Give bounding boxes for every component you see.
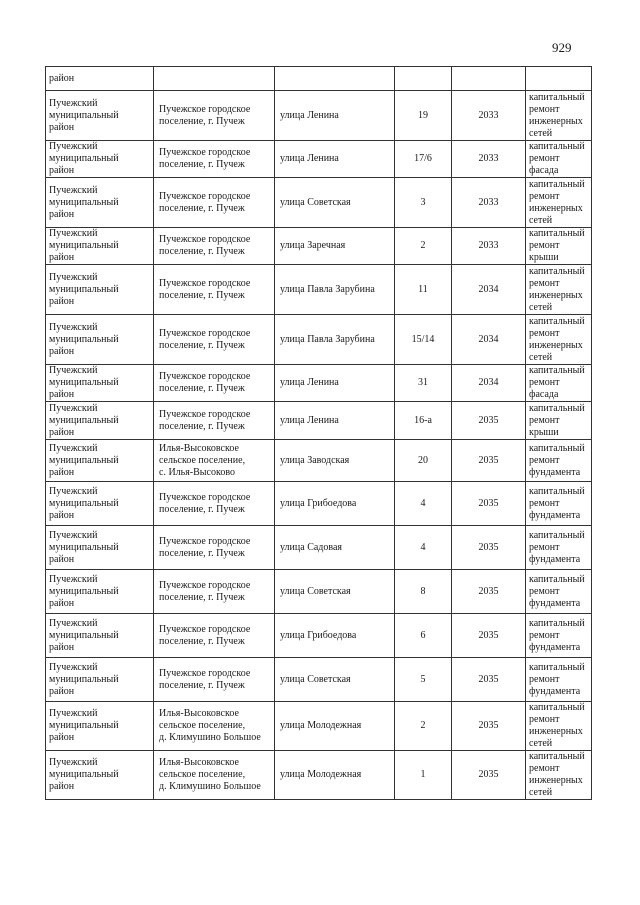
repair-schedule-table xyxy=(45,66,592,800)
street-cell: улица Павла Зарубина xyxy=(275,315,395,365)
district-cell: Пучежский муниципальный район xyxy=(46,265,154,315)
year-cell: 2033 xyxy=(452,178,526,228)
street-cell: улица Ленина xyxy=(275,91,395,141)
settlement-cell: Пучежское городское поселение, г. Пучеж xyxy=(154,91,275,141)
street-cell: улица Грибоедова xyxy=(275,614,395,658)
house-number-cell: 17/6 xyxy=(395,141,452,178)
table-row xyxy=(46,526,592,570)
house-number-cell: 19 xyxy=(395,91,452,141)
district-cell: Пучежский муниципальный район xyxy=(46,482,154,526)
settlement-cell: Илья-Высоковское сельское поселение, д. Климушино Большое xyxy=(154,751,275,800)
work-type-cell: капитальный ремонт инженерных сетей xyxy=(526,315,592,365)
settlement-cell: Илья-Высоковское сельское поселение, с. Илья-Высоково xyxy=(154,440,275,482)
table-row xyxy=(46,482,592,526)
work-type-cell: капитальный ремонт фундамента xyxy=(526,440,592,482)
district-cell: Пучежский муниципальный район xyxy=(46,658,154,702)
table-row xyxy=(46,614,592,658)
table-row xyxy=(46,702,592,751)
settlement-cell xyxy=(154,67,275,91)
district-cell: Пучежский муниципальный район xyxy=(46,570,154,614)
district-cell: Пучежский муниципальный район xyxy=(46,365,154,402)
table-row xyxy=(46,440,592,482)
settlement-cell: Илья-Высоковское сельское поселение, д. Климушино Большое xyxy=(154,702,275,751)
year-cell: 2035 xyxy=(452,702,526,751)
district-cell: Пучежский муниципальный район xyxy=(46,751,154,800)
house-number-cell: 2 xyxy=(395,702,452,751)
street-cell: улица Ленина xyxy=(275,365,395,402)
settlement-cell: Пучежское городское поселение, г. Пучеж xyxy=(154,315,275,365)
year-cell: 2035 xyxy=(452,658,526,702)
work-type-cell: капитальный ремонт фундамента xyxy=(526,614,592,658)
street-cell: улица Молодежная xyxy=(275,702,395,751)
street-cell: улица Заводская xyxy=(275,440,395,482)
table-row xyxy=(46,67,592,91)
house-number-cell: 15/14 xyxy=(395,315,452,365)
work-type-cell: капитальный ремонт крыши xyxy=(526,402,592,440)
district-cell: Пучежский муниципальный район xyxy=(46,614,154,658)
table-row xyxy=(46,751,592,800)
settlement-cell: Пучежское городское поселение, г. Пучеж xyxy=(154,526,275,570)
house-number-cell: 2 xyxy=(395,228,452,265)
year-cell: 2035 xyxy=(452,440,526,482)
work-type-cell: капитальный ремонт крыши xyxy=(526,228,592,265)
house-number-cell: 4 xyxy=(395,526,452,570)
house-number-cell: 3 xyxy=(395,178,452,228)
table-row xyxy=(46,315,592,365)
year-cell: 2034 xyxy=(452,365,526,402)
street-cell: улица Советская xyxy=(275,658,395,702)
year-cell: 2033 xyxy=(452,141,526,178)
table-row xyxy=(46,365,592,402)
year-cell: 2033 xyxy=(452,91,526,141)
district-cell: Пучежский муниципальный район xyxy=(46,91,154,141)
settlement-cell: Пучежское городское поселение, г. Пучеж xyxy=(154,265,275,315)
house-number-cell: 31 xyxy=(395,365,452,402)
work-type-cell: капитальный ремонт фундамента xyxy=(526,658,592,702)
settlement-cell: Пучежское городское поселение, г. Пучеж xyxy=(154,570,275,614)
settlement-cell: Пучежское городское поселение, г. Пучеж xyxy=(154,141,275,178)
table-row xyxy=(46,402,592,440)
street-cell: улица Грибоедова xyxy=(275,482,395,526)
street-cell xyxy=(275,67,395,91)
year-cell xyxy=(452,67,526,91)
work-type-cell: капитальный ремонт фундамента xyxy=(526,482,592,526)
work-type-cell: капитальный ремонт фасада xyxy=(526,365,592,402)
house-number-cell: 1 xyxy=(395,751,452,800)
house-number-cell: 5 xyxy=(395,658,452,702)
district-cell: Пучежский муниципальный район xyxy=(46,702,154,751)
year-cell: 2035 xyxy=(452,570,526,614)
street-cell: улица Садовая xyxy=(275,526,395,570)
house-number-cell: 11 xyxy=(395,265,452,315)
district-cell: Пучежский муниципальный район xyxy=(46,440,154,482)
house-number-cell: 4 xyxy=(395,482,452,526)
settlement-cell: Пучежское городское поселение, г. Пучеж xyxy=(154,365,275,402)
work-type-cell: капитальный ремонт инженерных сетей xyxy=(526,265,592,315)
district-cell: Пучежский муниципальный район xyxy=(46,526,154,570)
street-cell: улица Советская xyxy=(275,570,395,614)
work-type-cell: капитальный ремонт инженерных сетей xyxy=(526,702,592,751)
district-cell: Пучежский муниципальный район xyxy=(46,178,154,228)
street-cell: улица Заречная xyxy=(275,228,395,265)
year-cell: 2034 xyxy=(452,315,526,365)
district-cell: Пучежский муниципальный район xyxy=(46,315,154,365)
year-cell: 2035 xyxy=(452,751,526,800)
table-row xyxy=(46,265,592,315)
year-cell: 2035 xyxy=(452,614,526,658)
table-row xyxy=(46,91,592,141)
house-number-cell: 20 xyxy=(395,440,452,482)
district-cell: Пучежский муниципальный район xyxy=(46,402,154,440)
settlement-cell: Пучежское городское поселение, г. Пучеж xyxy=(154,228,275,265)
district-cell: Пучежский муниципальный район xyxy=(46,228,154,265)
table-row xyxy=(46,570,592,614)
settlement-cell: Пучежское городское поселение, г. Пучеж xyxy=(154,178,275,228)
year-cell: 2035 xyxy=(452,482,526,526)
house-number-cell: 16-а xyxy=(395,402,452,440)
settlement-cell: Пучежское городское поселение, г. Пучеж xyxy=(154,658,275,702)
street-cell: улица Молодежная xyxy=(275,751,395,800)
settlement-cell: Пучежское городское поселение, г. Пучеж xyxy=(154,482,275,526)
table-row xyxy=(46,658,592,702)
settlement-cell: Пучежское городское поселение, г. Пучеж xyxy=(154,614,275,658)
street-cell: улица Ленина xyxy=(275,402,395,440)
work-type-cell: капитальный ремонт фундамента xyxy=(526,570,592,614)
district-cell: Пучежский муниципальный район xyxy=(46,141,154,178)
year-cell: 2034 xyxy=(452,265,526,315)
house-number-cell: 8 xyxy=(395,570,452,614)
street-cell: улица Павла Зарубина xyxy=(275,265,395,315)
work-type-cell: капитальный ремонт фасада xyxy=(526,141,592,178)
street-cell: улица Советская xyxy=(275,178,395,228)
work-type-cell: капитальный ремонт инженерных сетей xyxy=(526,91,592,141)
work-type-cell: капитальный ремонт инженерных сетей xyxy=(526,751,592,800)
table-row xyxy=(46,178,592,228)
street-cell: улица Ленина xyxy=(275,141,395,178)
house-number-cell xyxy=(395,67,452,91)
work-type-cell xyxy=(526,67,592,91)
work-type-cell: капитальный ремонт инженерных сетей xyxy=(526,178,592,228)
table-row xyxy=(46,141,592,178)
year-cell: 2033 xyxy=(452,228,526,265)
table-row xyxy=(46,228,592,265)
year-cell: 2035 xyxy=(452,402,526,440)
district-cell: район xyxy=(46,67,154,91)
work-type-cell: капитальный ремонт фундамента xyxy=(526,526,592,570)
settlement-cell: Пучежское городское поселение, г. Пучеж xyxy=(154,402,275,440)
house-number-cell: 6 xyxy=(395,614,452,658)
year-cell: 2035 xyxy=(452,526,526,570)
page-number: 929 xyxy=(552,40,572,55)
